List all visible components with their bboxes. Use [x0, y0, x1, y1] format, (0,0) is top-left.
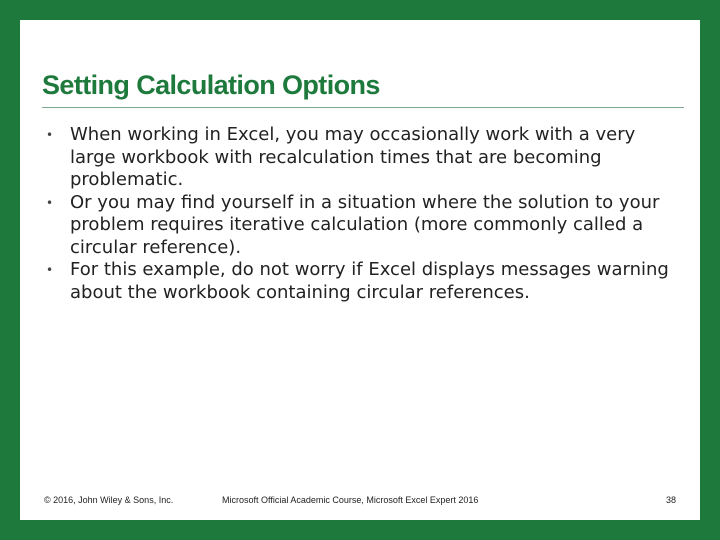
bullet-text: For this example, do not worry if Excel displays messages warning about the workbook containing circular references. — [70, 259, 669, 303]
title-divider — [42, 107, 684, 108]
bullet-icon: • — [46, 263, 54, 277]
bullet-item — [38, 124, 686, 192]
bullet-icon: • — [46, 128, 54, 142]
footer-course-title: Microsoft Official Academic Course, Microsoft Excel Expert 2016 — [222, 495, 479, 505]
bullet-text: Or you may find yourself in a situation where the solution to your problem requires iterative calculation (more commonly called a circular reference). — [70, 191, 660, 258]
slide-content — [20, 20, 700, 520]
bullet-item — [38, 192, 686, 260]
bullet-text: When working in Excel, you may occasionally work with a very large workbook with recalculation times that are becoming problematic. — [70, 124, 636, 190]
bullet-icon: • — [46, 195, 54, 210]
slide-title: Setting Calculation Options — [42, 70, 380, 100]
footer-copyright: © 2016, John Wiley & Sons, Inc. — [44, 495, 174, 505]
slide-footer — [20, 495, 700, 511]
bullet-item — [38, 259, 686, 304]
footer-page-number: 38 — [665, 495, 676, 505]
bullet-list — [38, 124, 686, 304]
